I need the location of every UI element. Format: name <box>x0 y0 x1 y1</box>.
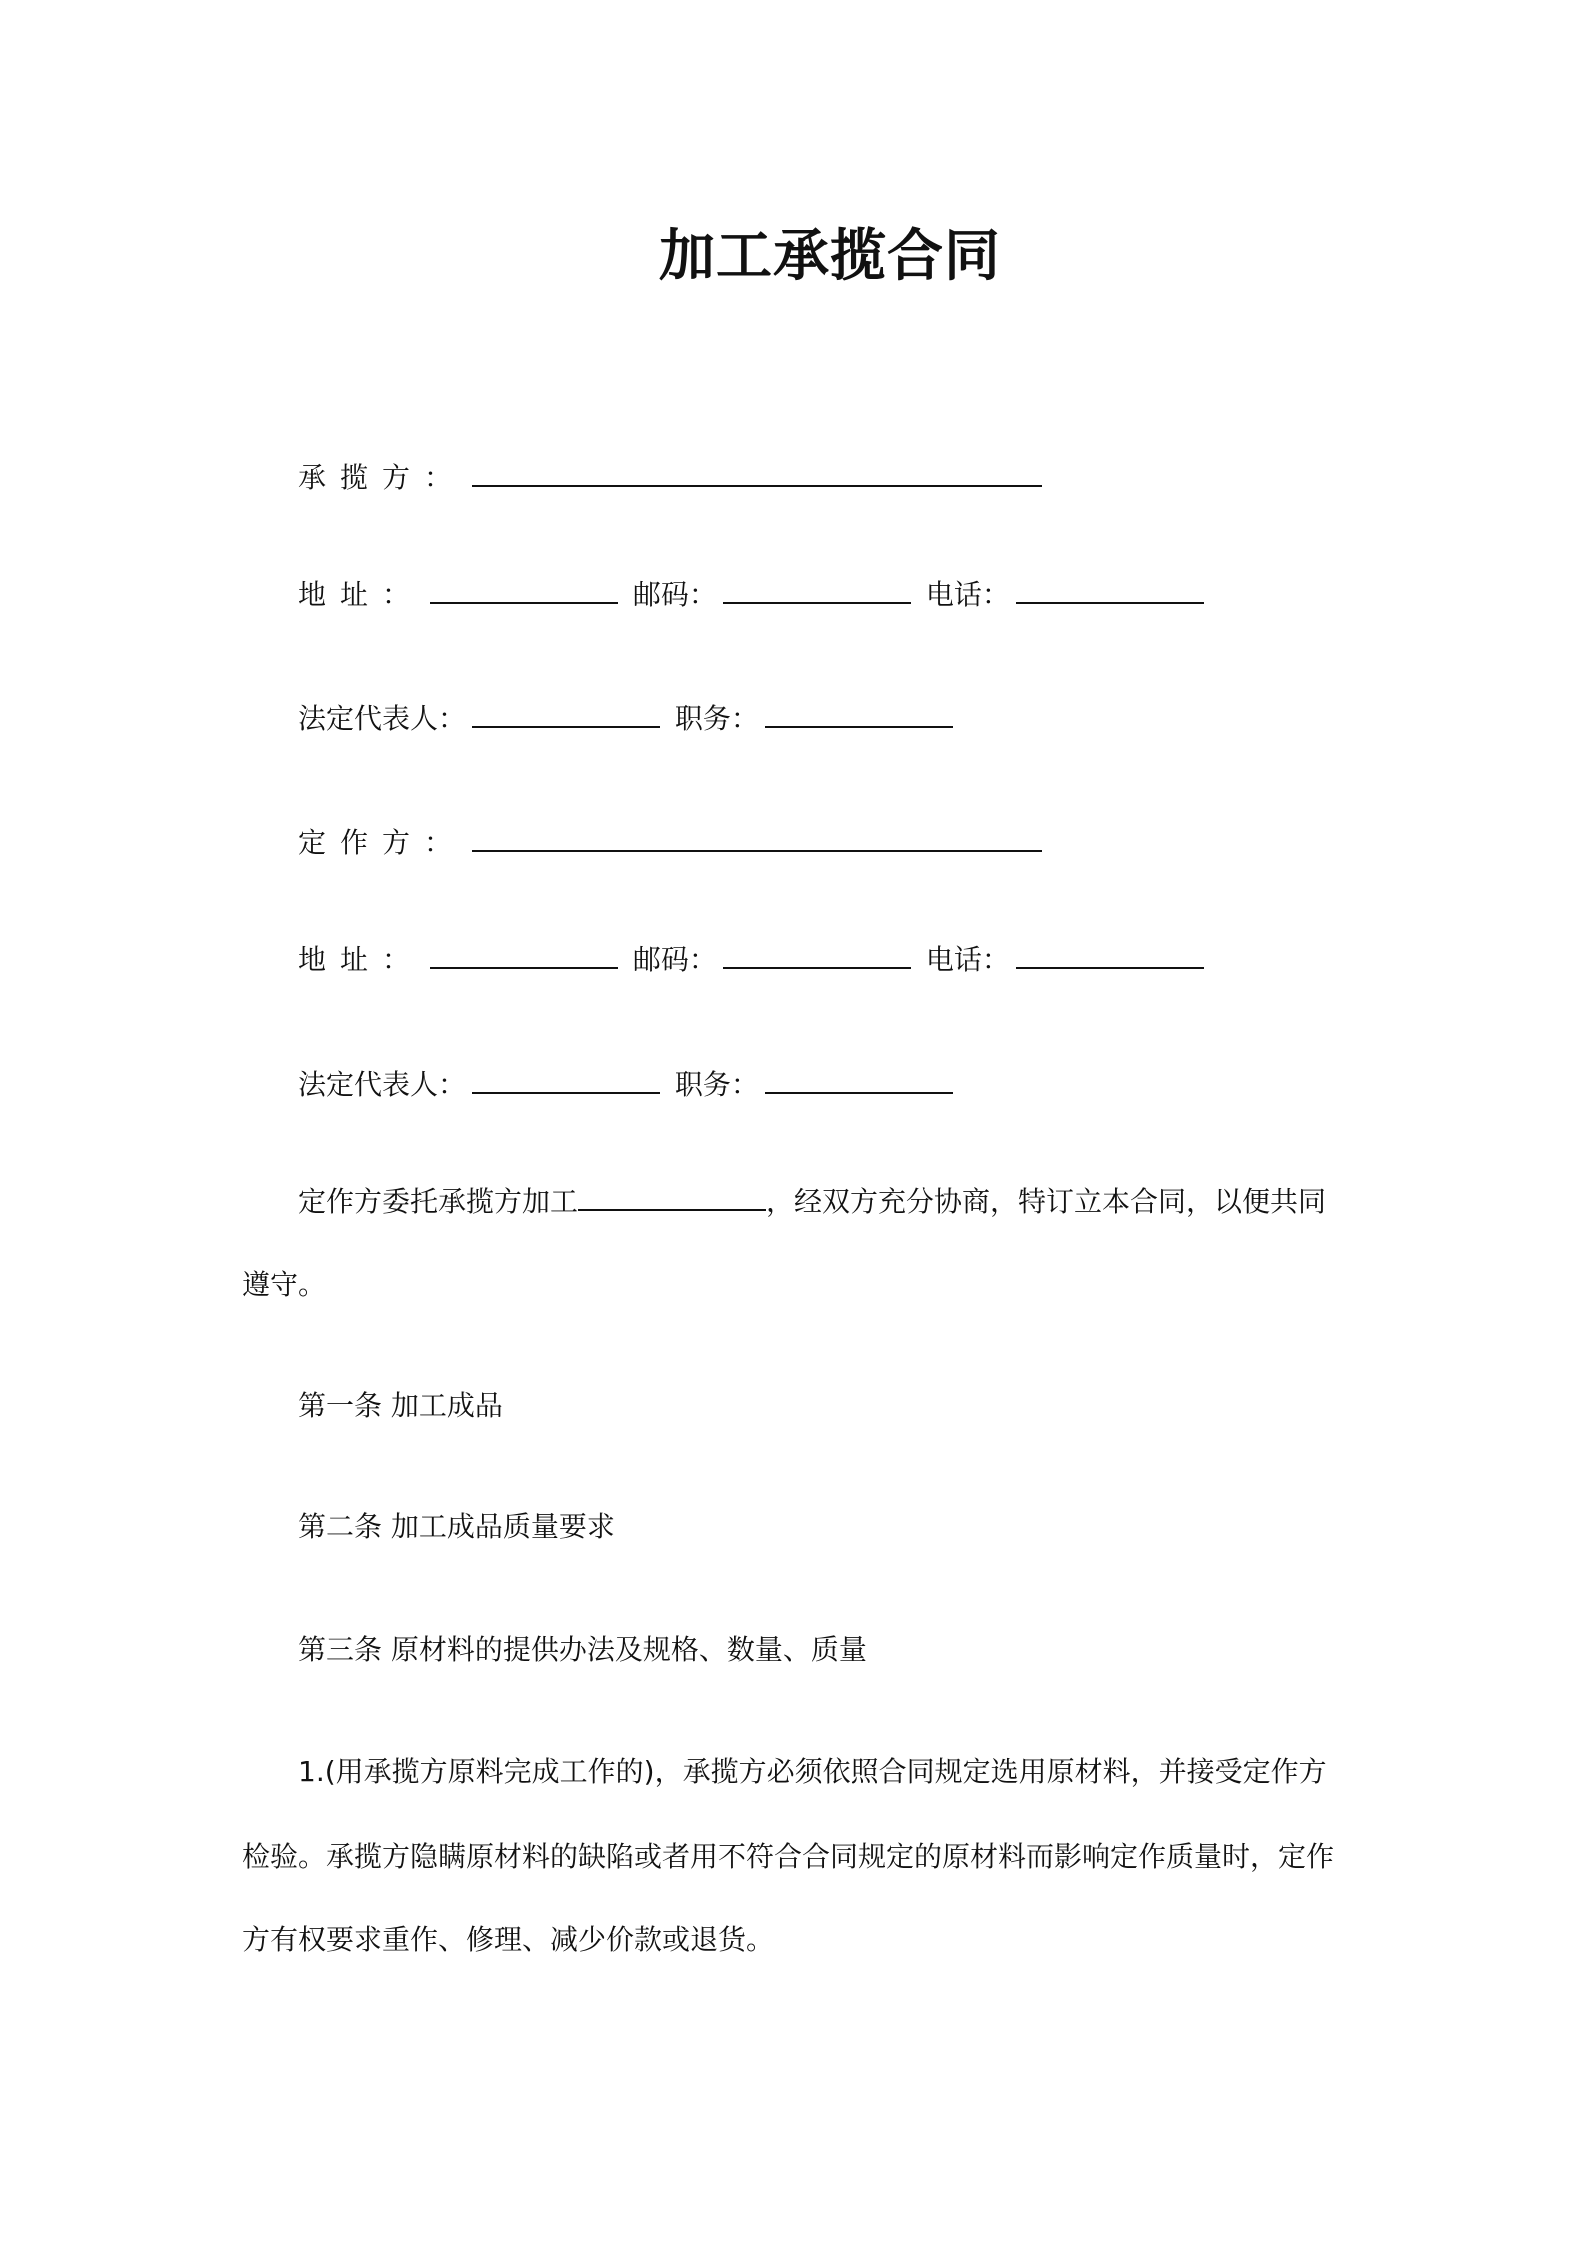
client-party-row <box>298 822 1048 863</box>
client-party-label: 定作方： <box>298 826 467 859</box>
client-rep-row <box>298 1064 959 1105</box>
client-address-field[interactable] <box>430 939 618 969</box>
client-rep-field[interactable] <box>472 1064 660 1094</box>
contractor-rep-row <box>298 698 959 739</box>
intro-suffix: ，经双方充分协商，特订立本合同，以便共同 <box>766 1185 1327 1218</box>
client-address-label: 地址： <box>298 943 425 976</box>
contractor-position-field[interactable] <box>765 698 953 728</box>
client-position-label: 职务： <box>674 1068 759 1101</box>
client-position-field[interactable] <box>765 1064 953 1094</box>
article-2-heading: 第二条 加工成品质量要求 <box>298 1510 615 1543</box>
client-contact-row <box>298 939 1210 980</box>
contractor-phone-label: 电话： <box>925 578 1010 611</box>
contractor-postcode-label: 邮码： <box>632 578 717 611</box>
client-postcode-field[interactable] <box>723 939 911 969</box>
client-phone-field[interactable] <box>1016 939 1204 969</box>
contractor-address-field[interactable] <box>430 574 618 604</box>
intro-paragraph-line1 <box>298 1181 1326 1222</box>
intro-prefix: 定作方委托承揽方加工 <box>298 1185 579 1218</box>
contractor-party-row <box>298 457 1048 498</box>
intro-paragraph-line2: 遵守。 <box>242 1268 327 1301</box>
client-postcode-label: 邮码： <box>632 943 717 976</box>
clause-1-line2: 检验。承揽方隐瞒原材料的缺陷或者用不符合合同规定的原材料而影响定作质量时，定作 <box>242 1840 1335 1873</box>
contractor-contact-row <box>298 574 1210 615</box>
contractor-rep-label: 法定代表人： <box>298 702 467 735</box>
article-3-heading: 第三条 原材料的提供办法及规格、数量、质量 <box>298 1633 867 1666</box>
contractor-postcode-field[interactable] <box>723 574 911 604</box>
contractor-address-label: 地址： <box>298 578 425 611</box>
contractor-phone-field[interactable] <box>1016 574 1204 604</box>
clause-1-line1: 1.(用承揽方原料完成工作的)，承揽方必须依照合同规定选用原材料，并接受定作方 <box>298 1755 1327 1788</box>
document-title: 加工承揽合同 <box>659 224 1001 289</box>
article-1-heading: 第一条 加工成品 <box>298 1389 503 1422</box>
contractor-party-label: 承揽方： <box>298 461 467 494</box>
client-rep-label: 法定代表人： <box>298 1068 467 1101</box>
contractor-position-label: 职务： <box>674 702 759 735</box>
contractor-party-field[interactable] <box>472 457 1042 487</box>
processing-item-field[interactable] <box>578 1181 766 1211</box>
client-phone-label: 电话： <box>925 943 1010 976</box>
client-party-field[interactable] <box>472 822 1042 852</box>
clause-1-line3: 方有权要求重作、修理、减少价款或退货。 <box>242 1923 775 1956</box>
contractor-rep-field[interactable] <box>472 698 660 728</box>
